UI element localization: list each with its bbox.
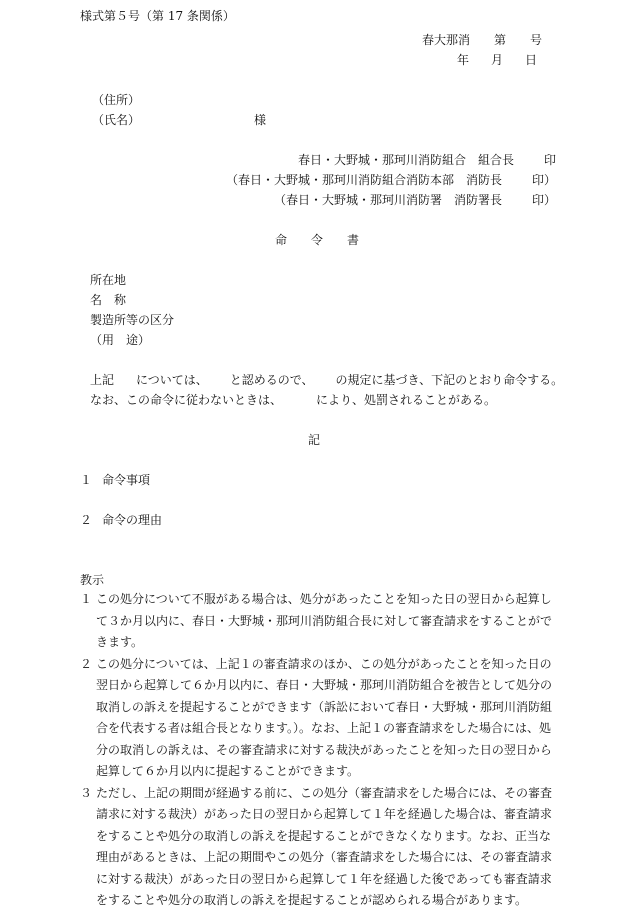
body-text: なお、この命令に従わないときは、 [90,393,283,407]
date-year: 年 [457,53,470,67]
issuer-seal: 印 [543,153,556,167]
notice-item-number: ２ [80,656,93,671]
document-title: 命 令 書 [275,233,360,247]
notice-item [80,589,552,654]
notice-list [80,589,552,912]
section-label: 命令の理由 [102,513,163,527]
form-label: 様式第５号（第 17 条関係） [80,9,235,23]
date-day: 日 [525,53,538,67]
body-line-2 [90,392,496,408]
notice-item [80,783,552,912]
section-label: 命令事項 [102,473,151,487]
issuer-line [226,172,556,188]
document-number [422,32,542,48]
field-location: 所在地 [90,273,127,287]
notice-item-text: ただし、上記の期間が経過する前に、この処分（審査請求をした場合には、その審査請求に対する裁決）があった日の翌日から起算して１年を経過した場合は、審査請求をすることや処分の取消しの訴えを提起することができなくなります。なお、正当な理由があるときは、上記の期間やこの処分（審査請求をした場合には、その審査請求に対する裁決）があった日の翌日から起算して１年を経過した後であっても審査請求をすることや処分の取消しの訴えを提起することが認められる場合があります。 [96,785,553,907]
field-name: 名 称 [90,293,127,307]
issuer-line [274,192,556,208]
body-text: 上記 [90,373,115,387]
issuer-name: （春日・大野城・那珂川消防組合消防本部 消防長 [225,173,502,187]
notice-item-number: １ [80,592,93,606]
issuer-seal: 印） [531,193,556,207]
ki-heading: 記 [308,433,321,447]
document-date [457,52,537,68]
section-order-reason [80,512,162,528]
document-number-prefix: 春大那消 [422,33,471,47]
field-usage: （用 途） [90,333,151,347]
recipient-honorific: 様 [254,113,267,127]
document-number-go: 号 [530,33,543,47]
section-number: ２ [80,513,93,527]
notice-item-number: ３ [80,785,93,800]
body-line-1 [90,372,563,388]
issuer-seal: 印） [531,173,556,187]
notice-item-text: この処分については、上記１の審査請求のほか、この処分があったことを知った日の翌日から起算して６か月以内に、春日・大野城・那珂川消防組合を被告として処分の取消しの訴えを提起することができます（訴訟において春日・大野城・那珂川消防組合を代表する者は組合長となります。）。なお、上記１の審査請求をした場合には、処分の取消しの訴えは、その審査請求に対する裁決があったことを知った日の翌日から起算して６か月以内に提起することができます。 [96,656,553,778]
recipient-name-label: （氏名） [92,113,141,127]
section-order-items [80,472,150,488]
notice-item [80,654,552,783]
issuer-name: 春日・大野城・那珂川消防組合 組合長 [297,153,514,167]
body-text: については、 [136,373,208,387]
body-text: により、処罰されることがある。 [316,393,497,407]
issuer-name: （春日・大野城・那珂川消防署 消防署長 [273,193,502,207]
field-facility-type: 製造所等の区分 [90,313,175,327]
section-number: １ [80,473,93,487]
body-text: と認めるので、 [229,373,314,387]
issuer-line [298,152,556,168]
notice-title: 教示 [80,573,105,587]
document-number-dai: 第 [494,33,507,47]
body-text: の規定に基づき、下記のとおり命令する。 [335,373,564,387]
recipient-address-label: （住所） [92,93,141,107]
notice-item-text: この処分について不服がある場合は、処分があったことを知った日の翌日から起算して３か月以内に、春日・大野城・那珂川消防組合長に対して審査請求をすることができます。 [96,592,553,649]
date-month: 月 [491,53,504,67]
